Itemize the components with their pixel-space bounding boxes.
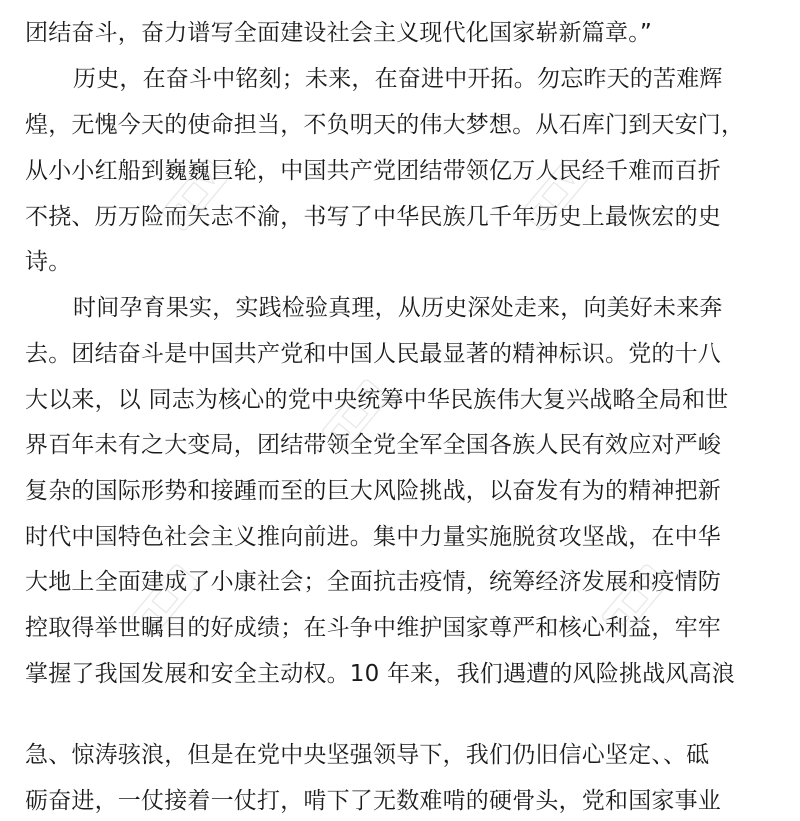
- text-line-9: 大以来，以 同志为核心的党中央统筹中华民族伟大复兴战略全局和世: [25, 387, 729, 413]
- text-line-4: 从小小红船到巍巍巨轮，中国共产党团结带领亿万人民经千难而百折: [25, 158, 721, 184]
- text-line-11: 复杂的国际形势和接踵而至的巨大风险挑战，以奋发有为的精神把新: [25, 478, 721, 504]
- text-line-6: 诗。: [25, 249, 72, 275]
- text-line-15: 掌握了我国发展和安全主动权。10 年来，我们遇遭的风险挑战风高浪: [25, 661, 735, 687]
- text-line-5: 不挠、历万险而矢志不渝，书写了中华民族几千年历史上最恢宏的史: [25, 204, 721, 230]
- text-line-1: 团结奋斗，奋力谱写全面建设社会主义现代化国家崭新篇章。”: [25, 20, 653, 46]
- text-line-10: 界百年未有之大变局，团结带领全党全军全国各族人民有效应对严峻: [25, 432, 721, 458]
- text-line-7: 时间孕育果实，实践检验真理，从历史深处走来，向美好未来奔: [73, 295, 723, 321]
- text-line-2: 历史，在奋斗中铭刻；未来，在奋进中开拓。勿忘昨天的苦难辉: [73, 66, 723, 92]
- text-line-3: 煌，无愧今天的使命担当，不负明天的伟大梦想。从石库门到天安门，: [25, 112, 745, 138]
- text-line-17: 砺奋进，一仗接着一仗打，啃下了无数难啃的硬骨头，党和国家事业: [25, 788, 721, 814]
- text-line-13: 大地上全面建成了小康社会；全面抗击疫情，统筹经济发展和疫情防: [25, 569, 721, 595]
- text-line-16: 急、惊涛骇浪，但是在党中央坚强领导下，我们仍旧信心坚定、、砥: [25, 742, 710, 768]
- text-line-8: 去。团结奋斗是中国共产党和中国人民最显著的精神标识。党的十八: [25, 341, 721, 367]
- text-line-12: 时代中国特色社会主义推向前进。集中力量实施脱贫攻坚战，在中华: [25, 524, 721, 550]
- text-line-14: 控取得举世瞩目的好成绩；在斗争中维护国家尊严和核心利益，牢牢: [25, 615, 721, 641]
